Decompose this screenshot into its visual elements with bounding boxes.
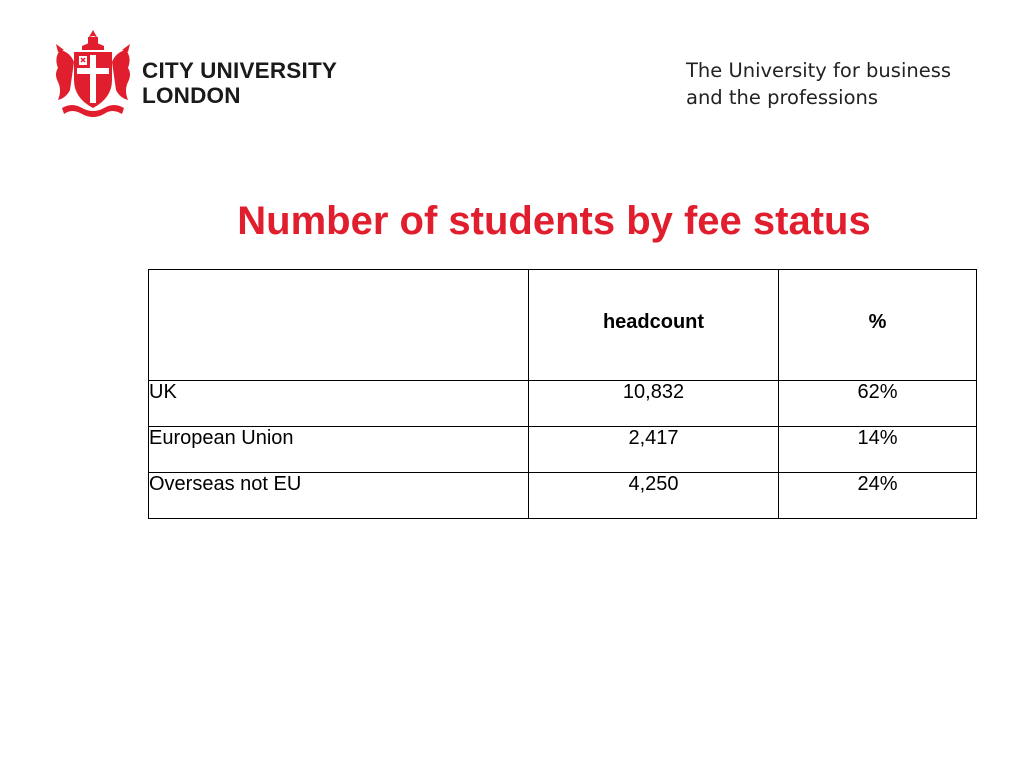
- headcount-cell: 10,832: [529, 381, 779, 427]
- slide-title: Number of students by fee status: [237, 199, 871, 243]
- column-header-label: [149, 270, 529, 381]
- logo-line-1: CITY UNIVERSITY: [142, 58, 338, 83]
- table-row: [149, 473, 977, 519]
- university-crest-icon: [52, 28, 134, 118]
- percent-cell: 14%: [779, 427, 977, 473]
- row-label: UK: [149, 381, 529, 427]
- tagline-line-2: and the professions: [686, 86, 879, 109]
- fee-status-table: [148, 269, 977, 519]
- column-header-percent: %: [779, 270, 977, 381]
- row-label: Overseas not EU: [149, 473, 529, 519]
- logo-line-2: LONDON: [142, 83, 241, 108]
- table-row: [149, 381, 977, 427]
- column-header-headcount: headcount: [529, 270, 779, 381]
- logo-wordmark: [142, 58, 337, 108]
- city-university-logo: [52, 28, 362, 120]
- row-label: European Union: [149, 427, 529, 473]
- headcount-cell: 4,250: [529, 473, 779, 519]
- percent-cell: 24%: [779, 473, 977, 519]
- table-header-row: [149, 270, 977, 381]
- percent-cell: 62%: [779, 381, 977, 427]
- headcount-cell: 2,417: [529, 427, 779, 473]
- tagline-line-1: The University for business: [686, 59, 952, 82]
- table-row: [149, 427, 977, 473]
- tagline: [686, 57, 951, 111]
